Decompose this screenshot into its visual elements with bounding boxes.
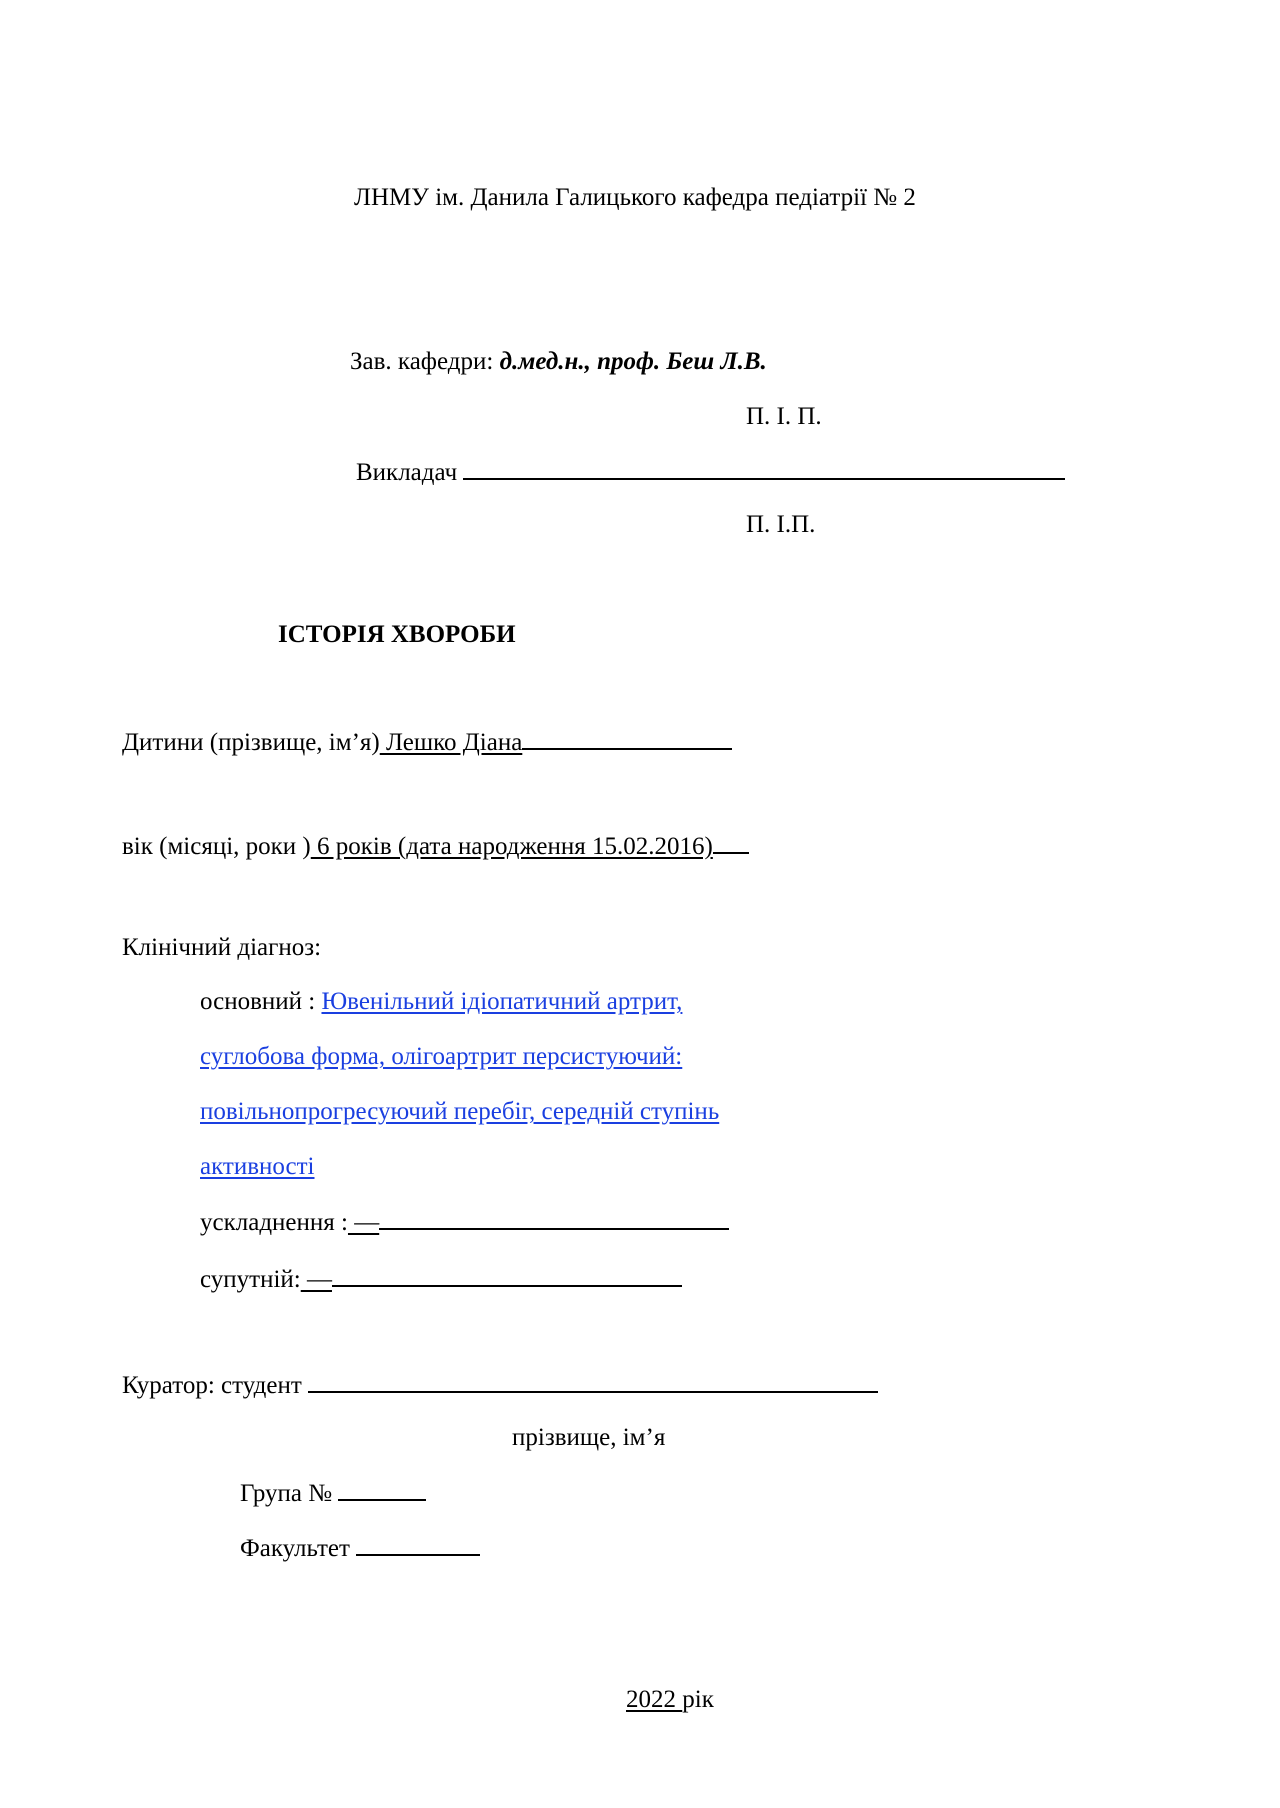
main-diagnosis-link-4[interactable]: активності xyxy=(200,1153,315,1180)
patient-age-blank[interactable] xyxy=(713,830,749,854)
concomitant-value: — xyxy=(300,1266,332,1293)
group-line xyxy=(240,1477,426,1509)
main-diagnosis-text-4[interactable] xyxy=(200,1152,315,1182)
patient-name-blank[interactable] xyxy=(522,726,732,750)
head-of-department-name: д.мед.н., проф. Беш Л.В. xyxy=(499,348,767,375)
head-of-department-label: Зав. кафедри: xyxy=(350,348,494,375)
curator-label: Куратор: студент xyxy=(122,1372,302,1399)
patient-name-value: Лешко Діана xyxy=(379,729,523,756)
institution-header: ЛНМУ ім. Данила Галицького кафедра педіатрії № 2 xyxy=(354,184,916,211)
main-diagnosis-line xyxy=(200,987,682,1017)
patient-age-label: вік (місяці, роки ) xyxy=(122,833,311,860)
teacher-label: Викладач xyxy=(356,459,458,486)
main-diagnosis-label: основний : xyxy=(200,988,316,1015)
teacher-caption: П. І.П. xyxy=(746,511,816,538)
head-of-department-line xyxy=(350,347,767,377)
faculty-blank[interactable] xyxy=(356,1532,480,1556)
curator-line xyxy=(122,1369,878,1401)
head-of-department-caption: П. І. П. xyxy=(746,403,822,430)
year-value: 2022 xyxy=(626,1686,683,1713)
group-blank[interactable] xyxy=(338,1477,426,1501)
curator-blank[interactable] xyxy=(308,1369,878,1393)
main-diagnosis-text-2[interactable] xyxy=(200,1042,682,1072)
complications-value: — xyxy=(347,1209,380,1236)
patient-name-line xyxy=(122,726,732,758)
teacher-blank[interactable] xyxy=(463,456,1065,480)
main-diagnosis-text-3[interactable] xyxy=(200,1097,719,1127)
concomitant-label: супутній: xyxy=(200,1266,301,1293)
main-diagnosis-link-3[interactable]: повільнопрогресуючий перебіг, середній ступінь xyxy=(200,1098,720,1125)
faculty-line xyxy=(240,1532,480,1564)
document-title: ІСТОРІЯ ХВОРОБИ xyxy=(278,621,516,648)
diagnosis-label: Клінічний діагноз: xyxy=(122,934,322,961)
main-diagnosis-text-1[interactable]: Ювенільний ідіопатичний артрит, xyxy=(321,988,683,1015)
concomitant-blank[interactable] xyxy=(332,1263,682,1287)
complications-blank[interactable] xyxy=(379,1206,729,1230)
year-line xyxy=(626,1685,714,1715)
patient-name-label: Дитини (прізвище, ім’я) xyxy=(122,729,380,756)
year-suffix: рік xyxy=(682,1686,714,1713)
teacher-line xyxy=(356,456,1065,488)
patient-age-value: 6 років (дата народження 15.02.2016) xyxy=(310,833,713,860)
main-diagnosis-link-2[interactable]: суглобова форма, олігоартрит персистуючий: xyxy=(200,1043,683,1070)
group-label: Група № xyxy=(240,1480,333,1507)
complications-line xyxy=(200,1206,729,1238)
curator-caption: прізвище, ім’я xyxy=(512,1424,666,1451)
faculty-label: Факультет xyxy=(240,1535,350,1562)
concomitant-line xyxy=(200,1263,682,1295)
complications-label: ускладнення : xyxy=(200,1209,348,1236)
patient-age-line xyxy=(122,830,749,862)
